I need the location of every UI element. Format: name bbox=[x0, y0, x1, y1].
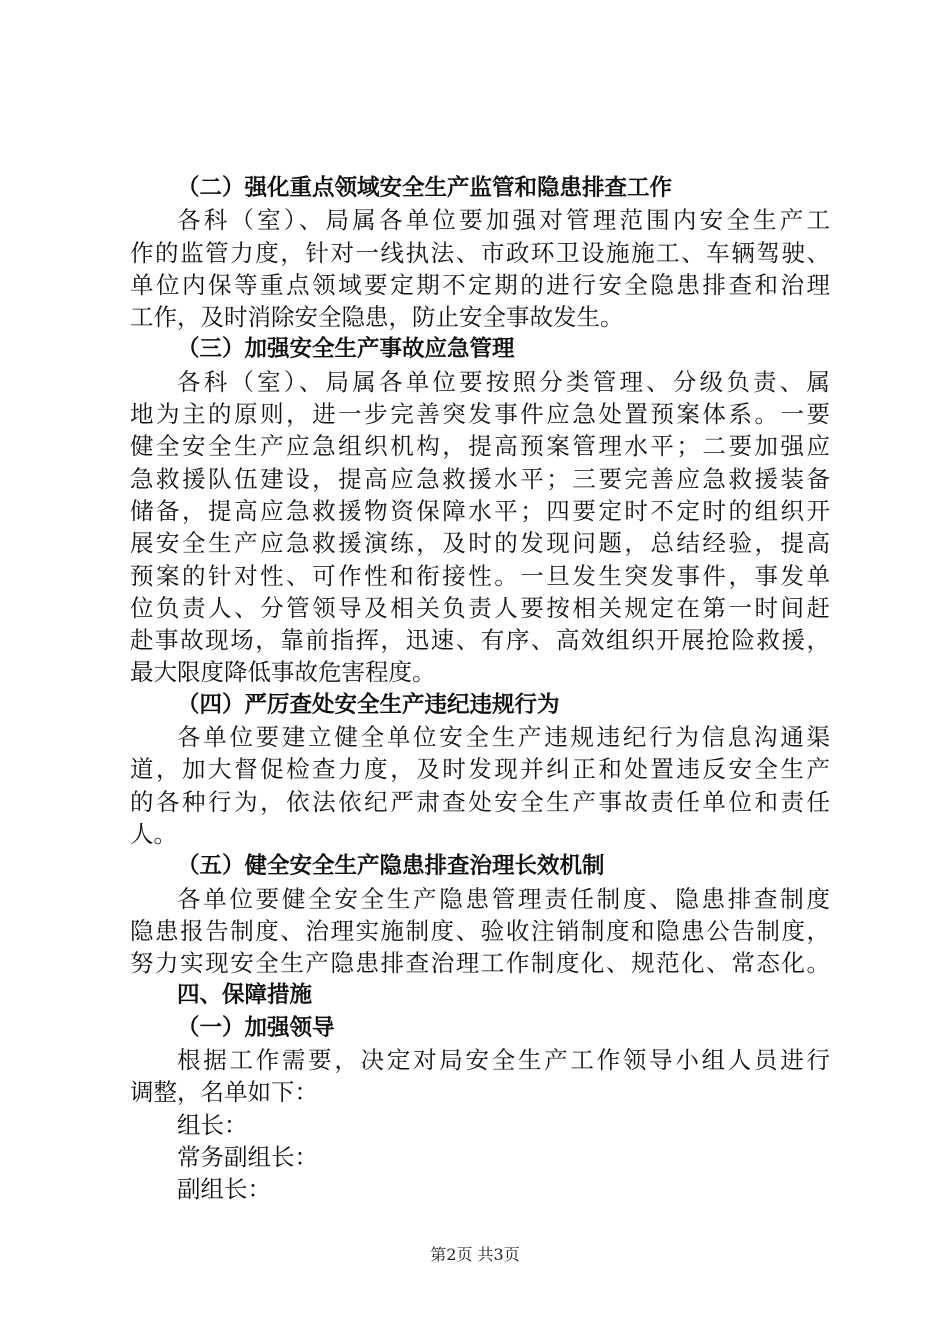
paragraph-line: 急救援队伍建设，提高应急救援水平；三要完善应急救援装备 bbox=[130, 464, 830, 493]
section-heading-3: （三）加强安全生产事故应急管理 bbox=[177, 336, 515, 363]
subsection-heading-1: （一）加强领导 bbox=[177, 1014, 335, 1041]
paragraph-line: 人。 bbox=[130, 819, 177, 848]
document-body bbox=[130, 172, 830, 1206]
paragraph-line: 根据工作需要，决定对局安全生产工作领导小组人员进行 bbox=[177, 1046, 830, 1075]
paragraph-line: 各科（室）、局属各单位要加强对管理范围内安全生产工 bbox=[177, 206, 830, 235]
paragraph-line: 最大限度降低事故危害程度。 bbox=[130, 658, 436, 687]
section-heading-2: （二）强化重点领域安全生产监管和隐患排查工作 bbox=[177, 175, 673, 201]
paragraph-line: 的各种行为，依法依纪严肃查处安全生产事故责任单位和责任 bbox=[130, 787, 830, 816]
paragraph-line: 展安全生产应急救援演练，及时的发现问题，总结经验，提高 bbox=[130, 529, 830, 558]
paragraph-line: 各单位要健全安全生产隐患管理责任制度、隐患排查制度 bbox=[177, 884, 830, 913]
paragraph-line: 各单位要建立健全单位安全生产违规违纪行为信息沟通渠 bbox=[177, 723, 830, 752]
role-executive-deputy: 常务副组长： bbox=[177, 1142, 318, 1171]
paragraph-line: 作的监管力度，针对一线执法、市政环卫设施施工、车辆驾驶、 bbox=[130, 238, 830, 267]
paragraph-line: 预案的针对性、可作性和衔接性。一旦发生突发事件，事发单 bbox=[130, 561, 830, 590]
paragraph-line: 位负责人、分管领导及相关负责人要按相关规定在第一时间赶 bbox=[130, 593, 830, 622]
paragraph-line: 隐患报告制度、治理实施制度、验收注销制度和隐患公告制度， bbox=[130, 916, 830, 945]
part-heading-4: 四、保障措施 bbox=[177, 982, 313, 1009]
paragraph-line: 工作，及时消除安全隐患，防止安全事故发生。 bbox=[130, 303, 624, 332]
paragraph-line: 赴事故现场，靠前指挥，迅速、有序、高效组织开展抢险救援， bbox=[130, 626, 830, 655]
section-heading-4: （四）严厉查处安全生产违纪违规行为 bbox=[177, 691, 560, 718]
paragraph-line: 地为主的原则，进一步完善突发事件应急处置预案体系。一要 bbox=[130, 400, 830, 429]
paragraph-line: 健全安全生产应急组织机构，提高预案管理水平；二要加强应 bbox=[130, 432, 830, 461]
paragraph-line: 各科（室）、局属各单位要按照分类管理、分级负责、属 bbox=[177, 367, 830, 396]
paragraph-line: 努力实现安全生产隐患排查治理工作制度化、规范化、常态化。 bbox=[130, 949, 830, 978]
role-leader: 组长： bbox=[177, 1110, 248, 1139]
section-heading-5: （五）健全安全生产隐患排查治理长效机制 bbox=[177, 853, 605, 880]
paragraph-line: 调整，名单如下： bbox=[130, 1078, 318, 1107]
role-deputy: 副组长： bbox=[177, 1175, 271, 1204]
paragraph-line: 道，加大督促检查力度，及时发现并纠正和处置违反安全生产 bbox=[130, 755, 830, 784]
paragraph-line: 储备，提高应急救援物资保障水平；四要定时不定时的组织开 bbox=[130, 496, 830, 525]
page-number-footer: 第2页 共3页 bbox=[430, 1245, 520, 1264]
paragraph-line: 单位内保等重点领域要定期不定期的进行安全隐患排查和治理 bbox=[130, 270, 830, 299]
